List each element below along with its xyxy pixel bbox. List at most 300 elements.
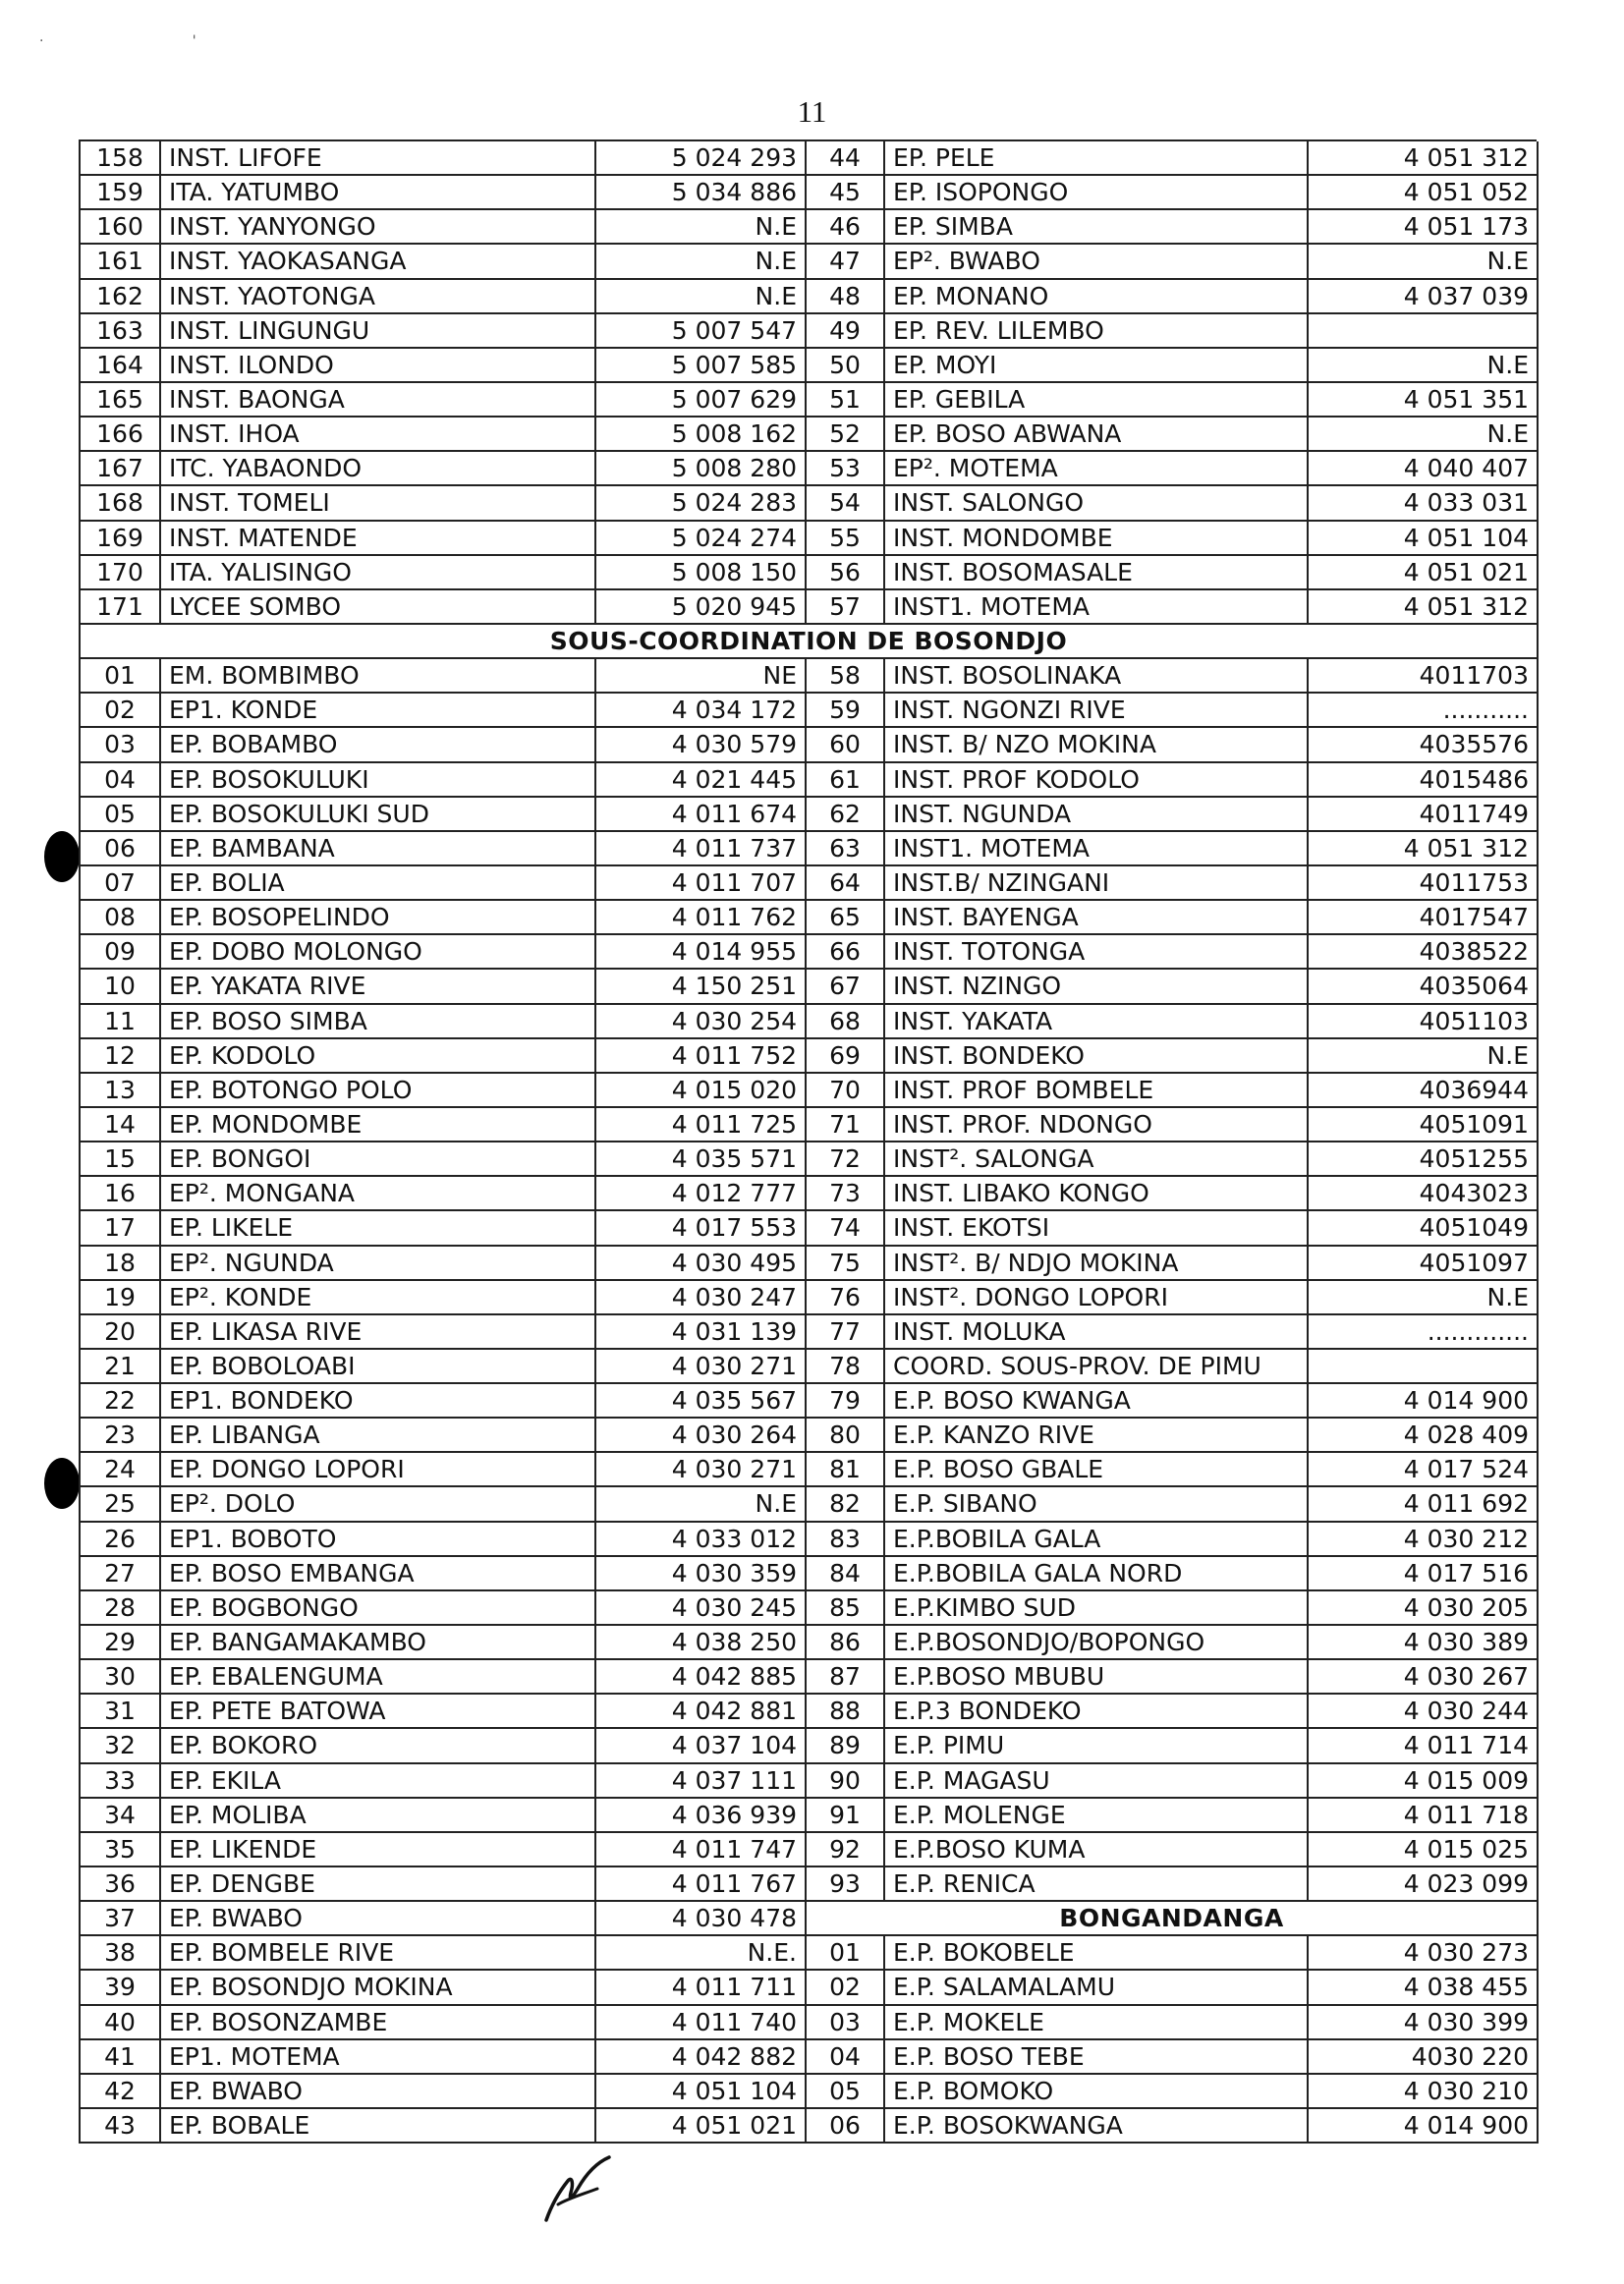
left-row-number: 21 — [81, 1350, 161, 1384]
right-row-number: 78 — [807, 1350, 885, 1384]
right-school-name: INST. NGONZI RIVE — [885, 694, 1309, 728]
left-row-number: 31 — [81, 1695, 161, 1729]
right-school-code: 4 051 173 — [1309, 210, 1539, 245]
right-row-number: 49 — [807, 314, 885, 349]
right-school-code: N.E — [1309, 1039, 1539, 1074]
right-row-number: 56 — [807, 556, 885, 590]
left-school-code: 4 030 264 — [596, 1419, 807, 1453]
right-school-name: INST. B/ NZO MOKINA — [885, 728, 1309, 762]
left-row-number: 161 — [81, 245, 161, 279]
right-row-number: 54 — [807, 486, 885, 521]
right-school-name: E.P. MOLENGE — [885, 1799, 1309, 1833]
left-school-name: EP. BOSOKULUKI SUD — [161, 798, 596, 832]
right-school-code: 4051091 — [1309, 1108, 1539, 1142]
left-school-name: EP². DOLO — [161, 1487, 596, 1522]
left-school-code: 4 011 752 — [596, 1039, 807, 1074]
right-row-number: 47 — [807, 245, 885, 279]
left-school-code: 5 008 150 — [596, 556, 807, 590]
right-school-name: INST. YAKATA — [885, 1005, 1309, 1039]
left-school-code: 5 034 886 — [596, 176, 807, 210]
right-row-number: 72 — [807, 1142, 885, 1177]
left-school-code: 4 037 104 — [596, 1729, 807, 1763]
right-school-name: E.P. PIMU — [885, 1729, 1309, 1763]
left-school-name: EP. BOSONZAMBE — [161, 2006, 596, 2040]
left-school-code: 4 011 711 — [596, 1971, 807, 2005]
right-school-code: 4 051 312 — [1309, 590, 1539, 625]
left-school-name: EP. BOSONDJO MOKINA — [161, 1971, 596, 2005]
right-school-code: 4 051 052 — [1309, 176, 1539, 210]
left-school-code: 4 033 012 — [596, 1523, 807, 1557]
left-row-number: 15 — [81, 1142, 161, 1177]
right-school-code: 4 051 351 — [1309, 383, 1539, 418]
right-school-name: E.P. KANZO RIVE — [885, 1419, 1309, 1453]
left-school-code: 4 030 271 — [596, 1453, 807, 1487]
right-row-number: 75 — [807, 1247, 885, 1281]
left-row-number: 167 — [81, 452, 161, 486]
left-row-number: 29 — [81, 1626, 161, 1660]
right-row-number: 84 — [807, 1557, 885, 1591]
left-school-code: 4 030 254 — [596, 1005, 807, 1039]
right-school-code: 4 017 516 — [1309, 1557, 1539, 1591]
right-row-number: 81 — [807, 1453, 885, 1487]
right-school-name: E.P. MOKELE — [885, 2006, 1309, 2040]
left-row-number: 165 — [81, 383, 161, 418]
right-school-name: COORD. SOUS-PROV. DE PIMU — [885, 1350, 1309, 1384]
left-school-name: EP. MOLIBA — [161, 1799, 596, 1833]
right-row-number: 65 — [807, 901, 885, 935]
left-school-code: N.E. — [596, 1936, 807, 1971]
right-school-code: 4 015 009 — [1309, 1764, 1539, 1799]
left-school-code: 4 011 762 — [596, 901, 807, 935]
right-school-name: EP. MOYI — [885, 349, 1309, 383]
left-school-code: 4 011 747 — [596, 1833, 807, 1867]
left-school-name: EP. BANGAMAKAMBO — [161, 1626, 596, 1660]
left-school-name: INST. ILONDO — [161, 349, 596, 383]
left-school-name: EP. MONDOMBE — [161, 1108, 596, 1142]
left-school-name: EP. BOSOKULUKI — [161, 763, 596, 798]
left-school-name: EP. PETE BATOWA — [161, 1695, 596, 1729]
left-school-code: NE — [596, 659, 807, 694]
left-school-name: EP. DONGO LOPORI — [161, 1453, 596, 1487]
punch-hole-top — [44, 831, 80, 882]
left-school-name: EP1. MOTEMA — [161, 2040, 596, 2075]
left-school-code: 4 014 955 — [596, 935, 807, 970]
right-row-number: 87 — [807, 1660, 885, 1695]
left-school-name: EP. EKILA — [161, 1764, 596, 1799]
right-school-code: 4 033 031 — [1309, 486, 1539, 521]
right-row-number: 48 — [807, 280, 885, 314]
right-school-name: EP. GEBILA — [885, 383, 1309, 418]
right-school-name: INST. MONDOMBE — [885, 522, 1309, 556]
right-school-name: EP. ISOPONGO — [885, 176, 1309, 210]
left-row-number: 43 — [81, 2109, 161, 2144]
left-school-code: 4 051 021 — [596, 2109, 807, 2144]
right-row-number: 77 — [807, 1315, 885, 1350]
right-row-number: 67 — [807, 970, 885, 1004]
left-row-number: 04 — [81, 763, 161, 798]
left-school-code: 4 030 579 — [596, 728, 807, 762]
right-school-name: INST². SALONGA — [885, 1142, 1309, 1177]
left-school-name: EP1. KONDE — [161, 694, 596, 728]
left-school-code: 5 008 162 — [596, 418, 807, 452]
left-school-code: 5 007 585 — [596, 349, 807, 383]
right-row-number: 53 — [807, 452, 885, 486]
right-school-name: EP². BWABO — [885, 245, 1309, 279]
right-school-code: 4 015 025 — [1309, 1833, 1539, 1867]
section-heading: BONGANDANGA — [807, 1902, 1539, 1936]
right-school-name: E.P. SALAMALAMU — [885, 1971, 1309, 2005]
right-row-number: 58 — [807, 659, 885, 694]
left-row-number: 30 — [81, 1660, 161, 1695]
right-school-code: 4 028 409 — [1309, 1419, 1539, 1453]
left-school-code: N.E — [596, 280, 807, 314]
left-school-name: EP. DENGBE — [161, 1867, 596, 1902]
left-school-name: EP. LIKENDE — [161, 1833, 596, 1867]
right-school-code: 4 037 039 — [1309, 280, 1539, 314]
right-school-code: 4 030 212 — [1309, 1523, 1539, 1557]
right-school-name: E.P.3 BONDEKO — [885, 1695, 1309, 1729]
left-row-number: 02 — [81, 694, 161, 728]
right-school-name: EP. SIMBA — [885, 210, 1309, 245]
left-school-name: EP. LIBANGA — [161, 1419, 596, 1453]
left-school-code: 4 011 725 — [596, 1108, 807, 1142]
right-school-code — [1309, 314, 1539, 349]
right-school-name: EP. MONANO — [885, 280, 1309, 314]
left-row-number: 162 — [81, 280, 161, 314]
left-row-number: 36 — [81, 1867, 161, 1902]
left-row-number: 17 — [81, 1211, 161, 1246]
left-school-code: 4 042 882 — [596, 2040, 807, 2075]
right-school-code: 4036944 — [1309, 1074, 1539, 1108]
left-row-number: 169 — [81, 522, 161, 556]
right-school-code: 4035064 — [1309, 970, 1539, 1004]
left-school-name: EP. BOSO SIMBA — [161, 1005, 596, 1039]
left-school-name: INST. IHOA — [161, 418, 596, 452]
left-school-name: EP. BOGBONGO — [161, 1591, 596, 1626]
left-school-code: 4 030 359 — [596, 1557, 807, 1591]
left-row-number: 24 — [81, 1453, 161, 1487]
left-school-code: 4 031 139 — [596, 1315, 807, 1350]
right-row-number: 05 — [807, 2075, 885, 2109]
right-school-name: EP². MOTEMA — [885, 452, 1309, 486]
right-school-name: EP. BOSO ABWANA — [885, 418, 1309, 452]
right-row-number: 57 — [807, 590, 885, 625]
right-row-number: 89 — [807, 1729, 885, 1763]
right-school-name: INST. NGUNDA — [885, 798, 1309, 832]
right-school-code: N.E — [1309, 245, 1539, 279]
right-school-name: E.P. RENICA — [885, 1867, 1309, 1902]
right-school-code: 4017547 — [1309, 901, 1539, 935]
right-school-name: E.P. BOKOBELE — [885, 1936, 1309, 1971]
left-school-name: EP1. BONDEKO — [161, 1384, 596, 1419]
right-row-number: 52 — [807, 418, 885, 452]
right-school-code: N.E — [1309, 418, 1539, 452]
left-school-name: INST. TOMELI — [161, 486, 596, 521]
right-school-name: INST. MOLUKA — [885, 1315, 1309, 1350]
left-row-number: 159 — [81, 176, 161, 210]
right-school-name: INST. TOTONGA — [885, 935, 1309, 970]
left-school-code: 4 012 777 — [596, 1177, 807, 1211]
left-school-code: 4 030 247 — [596, 1281, 807, 1315]
right-school-code: 4 030 205 — [1309, 1591, 1539, 1626]
right-school-name: INST. SALONGO — [885, 486, 1309, 521]
left-school-code: 5 024 283 — [596, 486, 807, 521]
right-school-code: 4030 220 — [1309, 2040, 1539, 2075]
right-row-number: 83 — [807, 1523, 885, 1557]
left-row-number: 10 — [81, 970, 161, 1004]
left-school-code: 4 011 740 — [596, 2006, 807, 2040]
left-row-number: 34 — [81, 1799, 161, 1833]
left-school-name: INST. LIFOFE — [161, 141, 596, 176]
left-row-number: 168 — [81, 486, 161, 521]
left-school-name: EP. BOKORO — [161, 1729, 596, 1763]
left-row-number: 32 — [81, 1729, 161, 1763]
left-row-number: 39 — [81, 1971, 161, 2005]
right-school-name: INST. BONDEKO — [885, 1039, 1309, 1074]
left-school-name: EP. LIKELE — [161, 1211, 596, 1246]
right-row-number: 50 — [807, 349, 885, 383]
left-school-code: 4 011 737 — [596, 832, 807, 866]
left-row-number: 33 — [81, 1764, 161, 1799]
right-row-number: 69 — [807, 1039, 885, 1074]
right-school-code: 4 023 099 — [1309, 1867, 1539, 1902]
right-school-code: 4 030 389 — [1309, 1626, 1539, 1660]
left-school-code: 4 030 245 — [596, 1591, 807, 1626]
right-row-number: 62 — [807, 798, 885, 832]
left-row-number: 14 — [81, 1108, 161, 1142]
left-school-name: EP. EBALENGUMA — [161, 1660, 596, 1695]
right-school-code: ........... — [1309, 694, 1539, 728]
left-school-code: 4 011 707 — [596, 866, 807, 901]
left-school-name: EP. BOBALE — [161, 2109, 596, 2144]
right-row-number: 04 — [807, 2040, 885, 2075]
left-row-number: 13 — [81, 1074, 161, 1108]
right-school-name: INST. PROF KODOLO — [885, 763, 1309, 798]
right-school-name: EP. PELE — [885, 141, 1309, 176]
left-row-number: 16 — [81, 1177, 161, 1211]
right-school-code: N.E — [1309, 349, 1539, 383]
right-row-number: 61 — [807, 763, 885, 798]
page-number: 11 — [797, 94, 827, 129]
right-school-code: 4051097 — [1309, 1247, 1539, 1281]
left-school-code: N.E — [596, 1487, 807, 1522]
left-row-number: 170 — [81, 556, 161, 590]
left-school-name: EP. BOBAMBO — [161, 728, 596, 762]
left-row-number: 42 — [81, 2075, 161, 2109]
right-school-name: E.P.BOSO KUMA — [885, 1833, 1309, 1867]
right-row-number: 45 — [807, 176, 885, 210]
right-row-number: 02 — [807, 1971, 885, 2005]
left-school-name: EP. BOSOPELINDO — [161, 901, 596, 935]
right-row-number: 76 — [807, 1281, 885, 1315]
right-school-code: 4015486 — [1309, 763, 1539, 798]
left-school-name: EP. LIKASA RIVE — [161, 1315, 596, 1350]
left-school-code: 5 024 293 — [596, 141, 807, 176]
right-row-number: 70 — [807, 1074, 885, 1108]
right-row-number: 85 — [807, 1591, 885, 1626]
right-school-name: INST1. MOTEMA — [885, 590, 1309, 625]
right-school-name: EP. REV. LILEMBO — [885, 314, 1309, 349]
left-row-number: 20 — [81, 1315, 161, 1350]
left-row-number: 25 — [81, 1487, 161, 1522]
right-school-code: 4 030 210 — [1309, 2075, 1539, 2109]
left-school-name: EM. BOMBIMBO — [161, 659, 596, 694]
left-row-number: 41 — [81, 2040, 161, 2075]
right-school-name: E.P.BOBILA GALA — [885, 1523, 1309, 1557]
right-school-code: 4 051 312 — [1309, 141, 1539, 176]
right-school-name: INST². DONGO LOPORI — [885, 1281, 1309, 1315]
left-school-name: INST. LINGUNGU — [161, 314, 596, 349]
left-school-name: EP. BWABO — [161, 2075, 596, 2109]
left-row-number: 09 — [81, 935, 161, 970]
right-row-number: 06 — [807, 2109, 885, 2144]
handwritten-initial — [538, 2149, 617, 2228]
right-row-number: 74 — [807, 1211, 885, 1246]
left-row-number: 40 — [81, 2006, 161, 2040]
left-row-number: 08 — [81, 901, 161, 935]
left-school-name: EP. YAKATA RIVE — [161, 970, 596, 1004]
right-school-name: INST. BAYENGA — [885, 901, 1309, 935]
left-school-name: INST. MATENDE — [161, 522, 596, 556]
left-school-name: EP. BOTONGO POLO — [161, 1074, 596, 1108]
right-school-name: E.P. BOSO GBALE — [885, 1453, 1309, 1487]
right-row-number: 82 — [807, 1487, 885, 1522]
left-row-number: 38 — [81, 1936, 161, 1971]
left-school-code: 4 035 567 — [596, 1384, 807, 1419]
left-row-number: 18 — [81, 1247, 161, 1281]
left-school-code: 4 037 111 — [596, 1764, 807, 1799]
section-heading: SOUS-COORDINATION DE BOSONDJO — [81, 625, 1539, 659]
left-school-name: EP. BWABO — [161, 1902, 596, 1936]
left-school-name: EP. KODOLO — [161, 1039, 596, 1074]
right-row-number: 71 — [807, 1108, 885, 1142]
right-school-code: 4 011 714 — [1309, 1729, 1539, 1763]
left-row-number: 03 — [81, 728, 161, 762]
left-row-number: 164 — [81, 349, 161, 383]
right-row-number: 86 — [807, 1626, 885, 1660]
right-school-code: 4 040 407 — [1309, 452, 1539, 486]
left-school-code: 4 017 553 — [596, 1211, 807, 1246]
right-school-name: INST². B/ NDJO MOKINA — [885, 1247, 1309, 1281]
left-row-number: 160 — [81, 210, 161, 245]
left-school-name: EP. BOSO EMBANGA — [161, 1557, 596, 1591]
right-school-code: 4 030 244 — [1309, 1695, 1539, 1729]
left-school-name: EP². MONGANA — [161, 1177, 596, 1211]
left-school-code: 4 051 104 — [596, 2075, 807, 2109]
right-school-name: INST. NZINGO — [885, 970, 1309, 1004]
right-school-code: 4 017 524 — [1309, 1453, 1539, 1487]
left-row-number: 01 — [81, 659, 161, 694]
left-school-name: EP. BOBOLOABI — [161, 1350, 596, 1384]
left-row-number: 12 — [81, 1039, 161, 1074]
left-row-number: 35 — [81, 1833, 161, 1867]
left-school-name: EP. BONGOI — [161, 1142, 596, 1177]
left-school-name: EP². KONDE — [161, 1281, 596, 1315]
right-row-number: 46 — [807, 210, 885, 245]
right-school-name: E.P. BOSO TEBE — [885, 2040, 1309, 2075]
left-school-code: N.E — [596, 210, 807, 245]
left-school-code: 4 030 271 — [596, 1350, 807, 1384]
right-row-number: 88 — [807, 1695, 885, 1729]
right-school-name: INST. BOSOMASALE — [885, 556, 1309, 590]
left-school-name: EP. BOMBELE RIVE — [161, 1936, 596, 1971]
right-school-name: E.P. BOMOKO — [885, 2075, 1309, 2109]
left-school-code: 4 035 571 — [596, 1142, 807, 1177]
right-school-name: E.P.KIMBO SUD — [885, 1591, 1309, 1626]
punch-hole-bottom — [44, 1458, 80, 1509]
right-row-number: 51 — [807, 383, 885, 418]
left-school-code: 4 042 885 — [596, 1660, 807, 1695]
left-school-code: 4 030 495 — [596, 1247, 807, 1281]
right-school-code: 4051255 — [1309, 1142, 1539, 1177]
left-school-code: 4 030 478 — [596, 1902, 807, 1936]
left-school-code: 4 021 445 — [596, 763, 807, 798]
left-school-code: 5 020 945 — [596, 590, 807, 625]
left-school-name: INST. YANYONGO — [161, 210, 596, 245]
left-row-number: 166 — [81, 418, 161, 452]
left-school-code: 4 038 250 — [596, 1626, 807, 1660]
right-row-number: 66 — [807, 935, 885, 970]
left-row-number: 37 — [81, 1902, 161, 1936]
right-row-number: 80 — [807, 1419, 885, 1453]
left-school-name: EP. DOBO MOLONGO — [161, 935, 596, 970]
right-school-code: 4011749 — [1309, 798, 1539, 832]
left-row-number: 05 — [81, 798, 161, 832]
left-row-number: 26 — [81, 1523, 161, 1557]
right-row-number: 93 — [807, 1867, 885, 1902]
left-school-code: 4 036 939 — [596, 1799, 807, 1833]
right-school-code: 4 011 718 — [1309, 1799, 1539, 1833]
right-school-name: E.P. BOSOKWANGA — [885, 2109, 1309, 2144]
right-school-code: ............. — [1309, 1315, 1539, 1350]
right-school-code: 4 051 312 — [1309, 832, 1539, 866]
right-school-name: E.P. BOSO KWANGA — [885, 1384, 1309, 1419]
right-school-name: E.P. SIBANO — [885, 1487, 1309, 1522]
left-row-number: 23 — [81, 1419, 161, 1453]
left-row-number: 19 — [81, 1281, 161, 1315]
right-school-code: 4 030 273 — [1309, 1936, 1539, 1971]
right-row-number: 59 — [807, 694, 885, 728]
left-school-name: INST. YAOKASANGA — [161, 245, 596, 279]
right-row-number: 01 — [807, 1936, 885, 1971]
left-school-name: EP. BAMBANA — [161, 832, 596, 866]
left-school-name: INST. YAOTONGA — [161, 280, 596, 314]
left-school-name: EP². NGUNDA — [161, 1247, 596, 1281]
right-school-code: 4035576 — [1309, 728, 1539, 762]
left-row-number: 06 — [81, 832, 161, 866]
right-school-code: 4 030 267 — [1309, 1660, 1539, 1695]
left-row-number: 158 — [81, 141, 161, 176]
right-row-number: 79 — [807, 1384, 885, 1419]
right-school-name: INST. BOSOLINAKA — [885, 659, 1309, 694]
left-row-number: 11 — [81, 1005, 161, 1039]
right-school-code: 4011753 — [1309, 866, 1539, 901]
right-school-code: 4051049 — [1309, 1211, 1539, 1246]
right-school-code: 4 038 455 — [1309, 1971, 1539, 2005]
left-row-number: 28 — [81, 1591, 161, 1626]
right-school-name: E.P.BOSONDJO/BOPONGO — [885, 1626, 1309, 1660]
right-row-number: 03 — [807, 2006, 885, 2040]
right-school-code: N.E — [1309, 1281, 1539, 1315]
school-code-table — [79, 139, 1537, 2144]
right-row-number: 73 — [807, 1177, 885, 1211]
right-school-name: INST1. MOTEMA — [885, 832, 1309, 866]
left-school-name: INST. BAONGA — [161, 383, 596, 418]
scan-specks: · ' — [39, 33, 196, 49]
left-school-code: 5 007 547 — [596, 314, 807, 349]
right-school-code: 4011703 — [1309, 659, 1539, 694]
right-school-code: 4 030 399 — [1309, 2006, 1539, 2040]
